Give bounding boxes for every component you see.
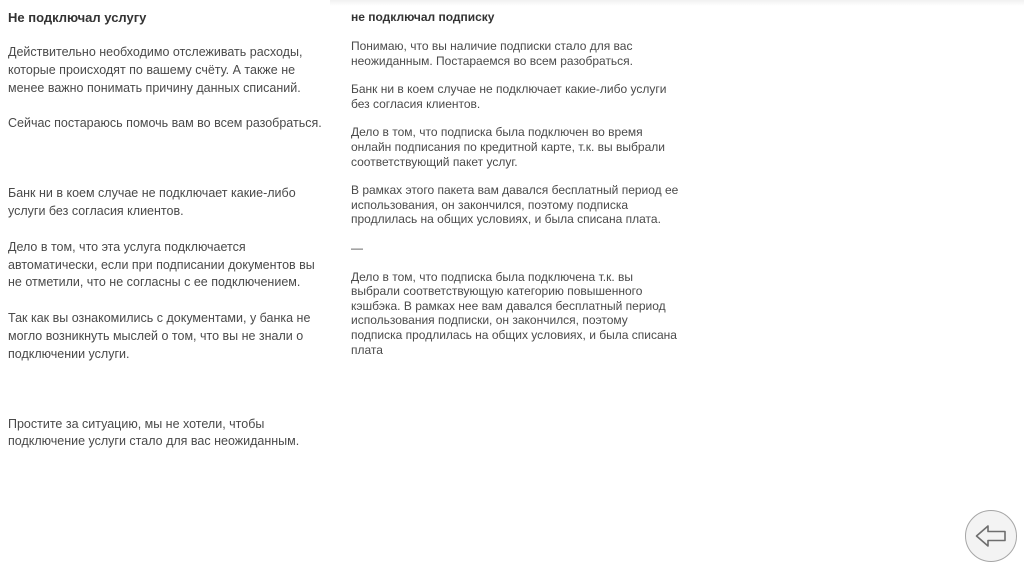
top-divider-strip <box>330 0 1024 6</box>
left-column-title: Не подключал услугу <box>8 10 147 25</box>
right-column-title: не подключал подписку <box>351 10 495 24</box>
back-button[interactable] <box>965 510 1017 562</box>
right-paragraph: Дело в том, что подписка была подключена т.к. вы выбрали соответствующую категорию повышенного кэшбэка. В рамках нее вам давался бесплатный период использования подписки, он закончился, поэтому подписка продлилась на общих условиях, и была списана плата <box>351 269 677 357</box>
left-paragraph: Банк ни в коем случае не подключает какие-либо услуги без согласия клиентов. <box>8 186 296 218</box>
left-paragraph: Простите за ситуацию, мы не хотели, чтобы подключение услуги стало для вас неожиданным. <box>8 416 300 449</box>
right-column <box>351 10 681 371</box>
right-paragraph: Дело в том, что подписка была подключен во время онлайн подписания по кредитной карте, т.к. вы выбрали соответствующий пакет услуг. <box>351 125 665 169</box>
left-paragraph: Действительно необходимо отслеживать расходы, которые происходят по вашему счёту. А также не менее важно понимать причину данных списаний. <box>8 45 303 95</box>
left-paragraph: Дело в том, что эта услуга подключается автоматически, если при подписании документов вы не отметили, что не согласны с ее подключением. <box>8 239 315 290</box>
left-paragraph: Сейчас постараюсь помочь вам во всем разобраться. <box>8 116 322 131</box>
right-paragraph: Банк ни в коем случае не подключает какие-либо услуги без согласия клиентов. <box>351 82 667 111</box>
right-paragraph: В рамках этого пакета вам давался бесплатный период ее использования, он закончился, поэтому подписка продлилась на общих условиях, и была списана плата. <box>351 183 679 227</box>
right-paragraph: Понимаю, что вы наличие подписки стало для вас неожиданным. Постараемся во всем разобраться. <box>351 39 634 68</box>
arrow-left-icon <box>975 524 1007 548</box>
separator-dash: — <box>351 240 363 255</box>
left-paragraph: Так как вы ознакомились с документами, у банка не могло возникнуть мыслей о том, что вы не знали о подключении услуги. <box>8 311 311 361</box>
left-column <box>8 9 330 469</box>
